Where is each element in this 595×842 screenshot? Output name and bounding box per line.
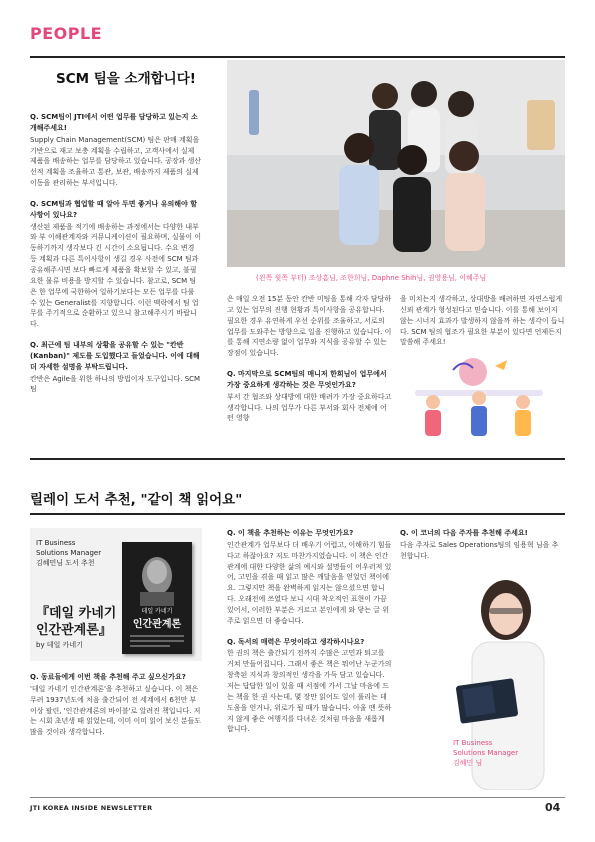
title-rule-3: [30, 513, 565, 515]
book-column-2: [227, 528, 392, 745]
answer-text: 인간관계가 업무보다 더 배우기 어렵고, 이해하기 힘들다고 하잖아요? 저도 마찬가지였습니다. 이 책은 인간관계에 대한 다양한 삶의 예시와 설명들이 어우러져 있어, 고민을 겪을 때 읽고 많은 깨달음을 얻었던 책이에요. 그렇지만 책을 완벽하게 읽지는 않으셨으면 합니다. 오래전에 쓰였다 보니 시대 착오적인 표현이 가끔 있어서, 이러한 부분은 거르고 본인에게 와 닿는 글 위주로 읽으면 더 좋습니다.: [227, 540, 392, 625]
box-label-1: IT Business: [36, 539, 76, 547]
book-section-title: 릴레이 도서 추천, "같이 책 읽어요": [30, 492, 243, 508]
book-cover: [122, 542, 192, 654]
people-illustration: [395, 352, 565, 444]
title-rule: [30, 56, 565, 58]
cover-title-2: 인간관계론: [132, 619, 182, 630]
page-number: 04: [545, 801, 561, 814]
answer-text: 은 매일 오전 15분 동안 칸반 미팅을 통해 각자 담당하고 있는 업무의 진행 현황과 특이사항을 공유합니다. 필요한 경우 유연하게 우선 순위를 조율하고, 서로의 업무를 도와주는 방향으로 일을 진행하고 있습니다. 이를 통해 지연소량 없이 업무와 지식을 공유할 수 있는 장점이 있습니다.: [227, 295, 392, 358]
question-text: Q. 최근에 팀 내부의 상황을 공유할 수 있는 "칸반(Kanban)" 제도를 도입했다고 들었습니다. 이에 대해 더 자세한 설명을 부탁드립니다.: [30, 341, 200, 371]
cover-title-1: 데일 카네기: [141, 608, 173, 615]
section-label: PEOPLE: [30, 24, 103, 43]
scm-column-2: [227, 294, 392, 434]
question-text: Q. 마지막으로 SCM팀의 매니저 한희님이 업무에서 가장 중요하게 생각하는 것은 무엇인가요?: [227, 370, 387, 389]
person-photo-caption: IT Business Solutions Manager 김혜민 님: [453, 739, 519, 768]
question-text: Q. 동료들에게 이번 책을 추천해 주고 싶으신가요?: [30, 673, 186, 681]
team-photo-caption: (왼쪽 윗쪽 부터) 조상흠님, 조한희님, Daphne Shih님, 권영용님, 이혜주님: [256, 274, 487, 282]
answer-text: '데일 카네기 인간관계론'을 추천하고 싶습니다. 이 책은 무려 1937년도에 처음 출간되어 전 세계에서 6천만 부 이상 팔린, '인간관계론의 바이블'로 알려진 책입니다. 저는 시회 초년생 때 읽었는데, 이미 이미 읽어 보신 분들도 많을 것이라 생각합니다.: [30, 684, 202, 737]
answer-text: 생산된 제품을 적기에 배송하는 과정에서는 다양한 내부와 부 이해관계자와 커뮤니케이션이 필요하며, 실물이 이동하기까지 생각보다 긴 시간이 소요됩니다. 수요 변경 등 계획과 다른 특이사항이 생길 경우 사전에 SCM 팀과 공유해주시면 보다 빠르게 제품을 확보할 수 있고, 불필요한 물류 비용을 방지할 수 있습니다. 참고로, SCM 팀은 한 업무에 국한하여 일하기보다는 모든 업무를 다룰 수 있는 Generalist를 지향합니다. 이런 맥락에서 팀 업무를 주기적으로 순환하고 있으니 참고해주시기 바랍니다.: [30, 222, 202, 329]
scm-title: SCM 팀을 소개합니다!: [56, 71, 196, 87]
title-rule-2: [30, 458, 565, 460]
answer-text: 부서 간 협조와 상대방에 대한 배려가 가장 중요하다고 생각합니다. 나의 업무가 다른 부서와 회사 전체에 어떤 영향: [227, 392, 392, 423]
scm-column-3: [400, 294, 565, 358]
scm-column-1: [30, 112, 202, 405]
team-photo: [227, 60, 565, 267]
answer-text: 한 권의 책은 출간되기 전까지 수많은 고민과 퇴고를 거쳐 만들어집니다. 그래서 좋은 책은 뭐어난 누군가의 창축된 지식과 창의적인 생각을 가득 담고 있습니다. 저는 답답한 일이 있을 때 서점에 가서 그날 마음에 드는 책을 한 권 사는데, 몇 장만 읽어도 일이 풀리는 데 도움을 얻거나, 위로가 될 때가 많습니다. 아울 땐 뜻하지 않게 좋은 여행지를 다녀온 것처럼 마음을 새롭게 합니다.: [227, 649, 392, 734]
question-text: Q. 이 코너의 다음 주자를 추천해 주세요!: [400, 529, 528, 537]
book-author: by 데일 카네기: [36, 641, 83, 649]
answer-text: 칸반은 Agile을 위한 하나의 방법이자 도구입니다. SCM팀: [30, 374, 201, 394]
book-column-3: [400, 528, 565, 572]
footer-newsletter-name: JTI KOREA INSIDE NEWSLETTER: [30, 804, 153, 812]
book-recommend-box: [30, 528, 202, 661]
footer-rule: [30, 797, 565, 798]
answer-text: Supply Chain Management(SCM) 팀은 판매 계획을 기반으로 재고 보충 계획을 수립하고, 고객사에서 실제 제품을 배송하는 업무를 담당하고 있습니다. 공장과 생산선적 계획을 조율하고 통관, 보관, 배송까지 제품의 실제 이동을 관리하는 부서입니다.: [30, 135, 202, 188]
question-text: Q. SCM팀과 협업할 때 알아 두면 좋거나 유의해야 할 사항이 있나요?: [30, 199, 197, 219]
book-column-1: [30, 672, 202, 748]
book-title: 『데일 카네기 인간관계론』: [36, 606, 117, 638]
question-text: Q. 독서의 매력은 무엇이라고 생각하시나요?: [227, 637, 365, 646]
answer-text: 을 미치는지 생각하고, 상대방을 배려하면 자연스럽게 신뢰 관계가 형성된다고 믿습니다. 이를 통해 보이지 않는 시너지 효과가 발생하지 않을까 하는 생각이 듭니다. SCM 팀의 협조가 필요한 부분이 있다면 언제든지 말씀해 주세요!: [400, 295, 565, 347]
answer-text: 다음 주자로 Sales Operations팀의 임용혁 님을 추천합니다.: [400, 540, 559, 560]
question-text: Q. 이 책을 추천하는 이유는 무엇인가요?: [227, 529, 354, 537]
box-label-2: Solutions Manager: [36, 549, 102, 557]
box-label-3: 김혜민님 도서 추천: [36, 559, 95, 567]
question-text: Q. SCM팀이 JTI에서 어떤 업무를 담당하고 있는지 소개해주세요!: [30, 113, 198, 132]
